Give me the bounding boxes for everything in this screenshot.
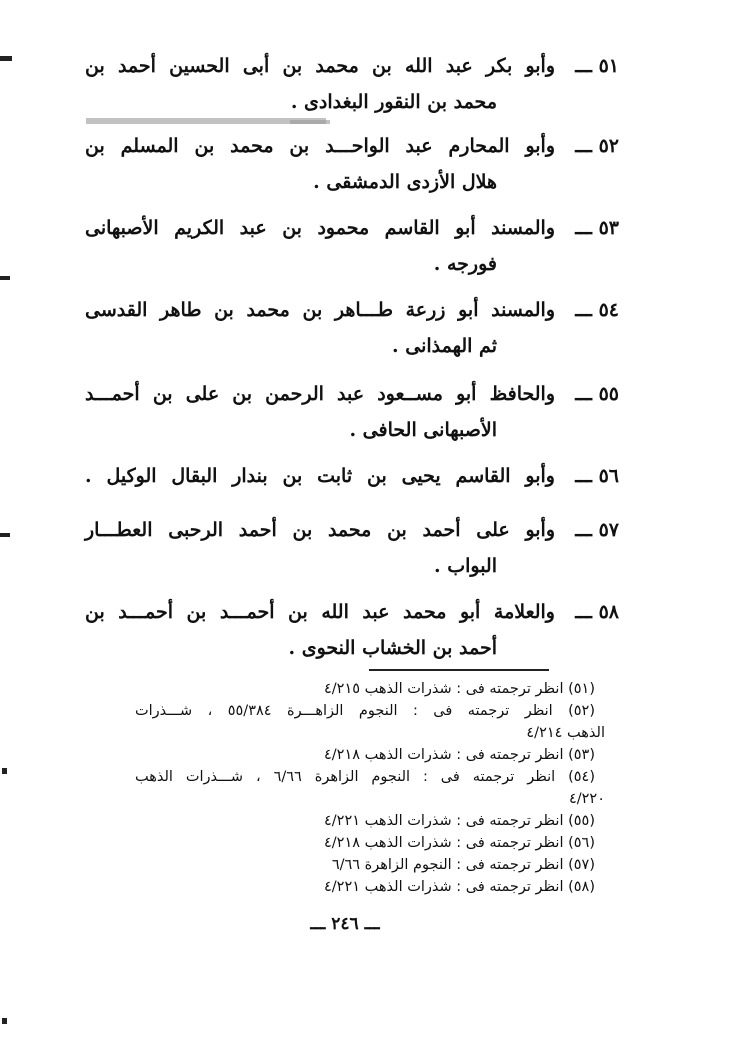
entry-line: الأصبهانى الحافى .	[349, 419, 497, 441]
entry-line: محمد بن النقور البغدادى .	[290, 91, 497, 113]
footnote: (٥١) انظر ترجمته فى : شذرات الذهب ٤/٢١٥	[324, 681, 595, 697]
page-number: ـــ ٢٤٦ ـــ	[310, 914, 380, 934]
entry-56	[85, 458, 619, 494]
entry-line: والمسند أبو زرعة طـــاهر بن محمد بن طاهر القدسى	[85, 299, 555, 321]
footnote: (٥٥) انظر ترجمته فى : شذرات الذهب ٤/٢٢١	[324, 813, 595, 829]
entry-line: فورجه .	[433, 253, 497, 275]
entry-line: وأبو على أحمد بن محمد بن أحمد الرحبى العطـــار	[85, 519, 555, 541]
entry-line: وأبو المحارم عبد الواحـــد بن محمد بن المسلم بن	[85, 135, 555, 157]
entry-line: وأبو القاسم يحيى بن ثابت بن بندار البقال الوكيل .	[85, 465, 555, 487]
scan-noise	[290, 120, 330, 124]
entry-55	[85, 376, 619, 448]
footnote: (٥٤) انظر ترجمته فى : النجوم الزاهرة ٦/٦٦ ، شـــذرات الذهب	[135, 769, 595, 785]
footnote: (٥٦) انظر ترجمته فى : شذرات الذهب ٤/٢١٨	[324, 835, 595, 851]
entry-number: ٥٧ ـــ	[575, 519, 619, 541]
entry-number: ٥١ ـــ	[575, 55, 619, 77]
entry-line: والمسند أبو القاسم محمود بن عبد الكريم الأصبهانى	[85, 217, 555, 239]
footnote-continuation: الذهب ٤/٢١٤	[526, 725, 605, 741]
scan-mark	[0, 533, 10, 537]
footnotes	[135, 678, 605, 898]
entry-number: ٥٣ ـــ	[575, 217, 619, 239]
footnote-continuation: ٤/٢٢٠	[568, 791, 605, 807]
scan-mark	[2, 768, 7, 774]
entry-line: والعلامة أبو محمد عبد الله بن أحمـــد بن أحمـــد بن	[85, 601, 555, 623]
entry-line: والحافظ أبو مســعود عبد الرحمن بن على بن أحمـــد	[85, 383, 555, 405]
footnote: (٥٨) انظر ترجمته فى : شذرات الذهب ٤/٢٢١	[324, 879, 595, 895]
scan-mark	[2, 1018, 7, 1024]
entry-57	[85, 512, 619, 584]
footnote: (٥٣) انظر ترجمته فى : شذرات الذهب ٤/٢١٨	[324, 747, 595, 763]
entry-52	[85, 128, 619, 200]
entry-number: ٥٢ ـــ	[575, 135, 619, 157]
entry-51	[85, 48, 619, 120]
entry-number: ٥٤ ـــ	[575, 299, 619, 321]
footnote: (٥٧) انظر ترجمته فى : النجوم الزاهرة ٦/٦٦	[331, 857, 595, 873]
entry-line: هلال الأزدى الدمشقى .	[313, 171, 497, 193]
entry-54	[85, 292, 619, 364]
footnote-separator	[369, 669, 549, 671]
entry-number: ٥٥ ـــ	[575, 383, 619, 405]
scan-mark	[0, 276, 10, 280]
entry-line: ثم الهمذانى .	[392, 335, 497, 357]
entry-53	[85, 210, 619, 282]
scan-mark	[0, 56, 12, 61]
entry-number: ٥٦ ـــ	[575, 465, 619, 487]
footnote: (٥٢) انظر ترجمته فى : النجوم الزاهـــرة ٥٥/٣٨٤ ، شـــذرات	[135, 703, 595, 719]
entry-line: أحمد بن الخشاب النحوى .	[288, 637, 497, 659]
entry-line: وأبو بكر عبد الله بن محمد بن أبى الحسين أحمد بن	[85, 55, 555, 77]
entry-number: ٥٨ ـــ	[575, 601, 619, 623]
entry-58	[85, 594, 619, 666]
entry-line: البواب .	[433, 555, 497, 577]
